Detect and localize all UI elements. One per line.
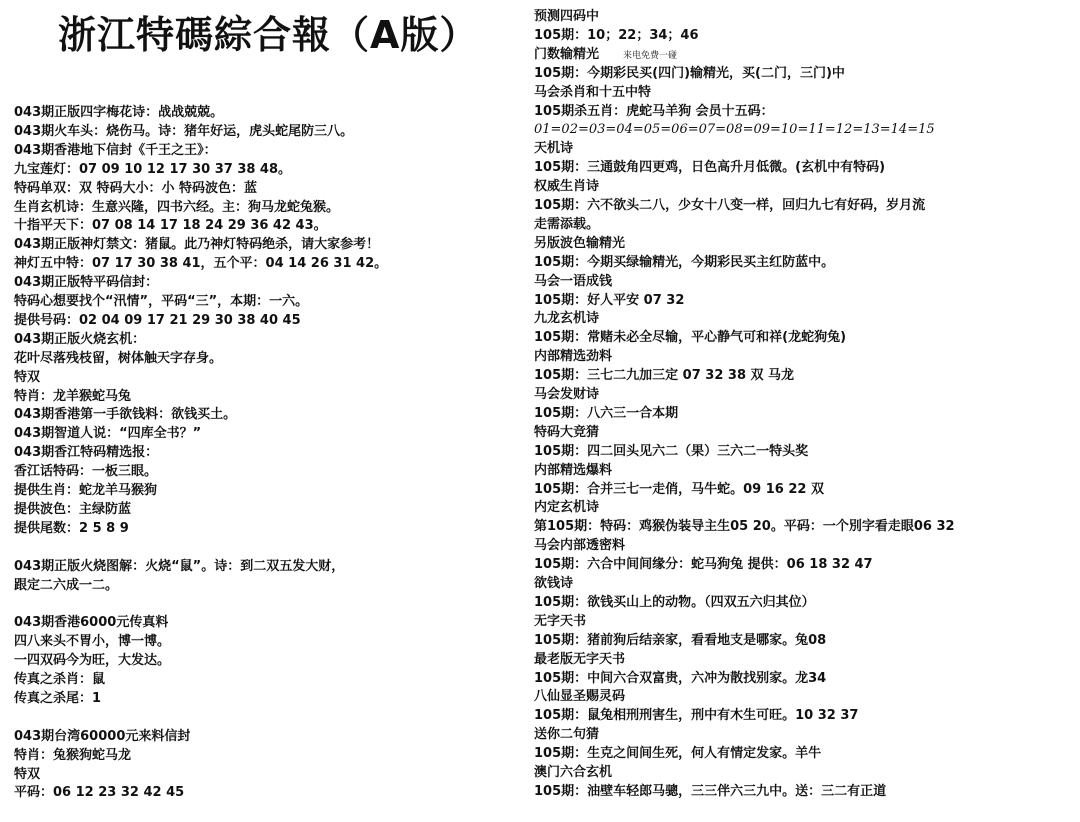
right-line: 105期：六合中间间缘分：蛇马狗兔 提供：06 18 32 47 <box>534 557 873 573</box>
left-line: 香江话特码：一板三眼。 <box>14 464 158 480</box>
right-line: 预测四码中 <box>534 9 600 24</box>
left-line: 花叶尽落残枝留，树体触天字存身。 <box>14 350 223 366</box>
left-line: 提供尾数：2 5 8 9 <box>14 520 129 536</box>
left-line: 提供生肖：蛇龙羊马猴狗 <box>14 483 158 498</box>
left-line: 神灯五中特：07 17 30 38 41，五个平：04 14 26 31 42。 <box>14 256 388 272</box>
right-line: 105期：常赌未必全尽输，平心静气可和祥(龙蛇狗兔) <box>534 330 847 346</box>
left-line: 043期正版火烧玄机： <box>14 331 146 347</box>
right-line: 无字天书 <box>534 613 587 629</box>
right-line: 105期杀五肖：虎蛇马羊狗 会员十五码： <box>534 103 774 119</box>
left-line: 特双 <box>14 766 41 782</box>
right-line: 105期：鼠兔相刑刑害生，刑中有木生可旺。10 32 37 <box>534 708 859 724</box>
left-line: 传真之杀肖：鼠 <box>14 672 106 687</box>
right-line: 105期：油壁车轻郎马骢，三三伴六三九中。送：三二有正道 <box>534 783 887 799</box>
left-line: 043期香江特码精选报： <box>14 445 159 461</box>
left-line: 043期智道人说：“四库全书？” <box>14 426 202 442</box>
left-line: 043期香港地下信封《千王之王》： <box>14 142 217 158</box>
right-line: 105期：三七二九加三定 07 32 38 双 马龙 <box>534 368 795 384</box>
left-line: 跟定二六成一二。 <box>14 577 119 593</box>
left-line: 043期火车头：烧伤马。诗：猪年好运，虎头蛇尾防三八。 <box>14 123 354 139</box>
right-line: 送你二句猜 <box>534 727 600 743</box>
left-line: 四八来头不胃小，博一博。 <box>14 634 171 650</box>
left-line: 043期台湾60000元来料信封 <box>14 728 191 744</box>
right-line: 最老版无字天书 <box>534 651 626 667</box>
right-line: 九龙玄机诗 <box>534 311 600 327</box>
right-line: 105期：好人平安 07 32 <box>534 292 685 308</box>
right-line: 105期：中间六合双富贵，六冲为散找别家。龙34 <box>534 670 827 686</box>
right-line: 105期：10；22；34；46 <box>534 27 699 43</box>
right-line: 澳门六合玄机 <box>534 765 613 780</box>
left-line: 特肖：龙羊猴蛇马兔 <box>14 388 132 404</box>
left-line: 平码：06 12 23 32 42 45 <box>14 785 185 801</box>
page-title: 浙江特碼綜合報（A版） <box>58 13 479 57</box>
left-line: 043期香港第一手欲钱料：欲钱买土。 <box>14 407 237 423</box>
right-line: 天机诗 <box>534 141 574 157</box>
right-line: 特码大竞猜 <box>534 424 600 440</box>
left-line: 九宝莲灯：07 09 10 12 17 30 37 38 48。 <box>14 161 292 177</box>
left-line: 特码单双：双 特码大小：小 特码波色：蓝 <box>14 180 258 196</box>
left-line: 043期正版火烧图解：火烧“鼠”。诗：到二双五发大财， <box>14 558 345 574</box>
right-line: 01=02=03=04=05=06=07=08=09=10=11=12=13=14=15 <box>534 122 935 138</box>
right-line: 105期：今期彩民买(四门)输精光，买(二门，三门)中 <box>534 65 845 81</box>
right-line: 105期：八六三一合本期 <box>534 405 679 421</box>
right-line: 第105期：特码：鸡猴伪装导主生05 20。平码：一个別字看走眼06 32 <box>534 519 955 535</box>
right-line: 105期：六不欲头二八，少女十八变一样，回归九七有好码，岁月流 <box>534 198 926 213</box>
free-call-note: 来电免费一碰 <box>623 50 678 61</box>
left-line: 传真之杀尾：1 <box>14 690 102 706</box>
right-line: 马会杀肖和十五中特 <box>534 84 652 100</box>
right-line: 105期：合并三七一走俏，马牛蛇。09 16 22 双 <box>534 481 824 497</box>
right-line: 马会内部透密料 <box>534 538 626 554</box>
left-line: 043期香港6000元传真料 <box>14 615 169 631</box>
right-line: 105期：欲钱买山上的动物。（四双五六归其位） <box>534 594 815 610</box>
right-line: 另版波色输精光 <box>534 235 626 251</box>
right-line-text: 门数输精光 <box>534 46 600 62</box>
right-line: 105期：生克之间间生死，何人有情定发家。羊牛 <box>534 746 822 762</box>
right-line: 105期：三通鼓角四更鸡，日色高升月低微。(玄机中有特码) <box>534 160 886 176</box>
right-line: 105期：四二回头见六二（果）三六二一特头奖 <box>534 443 809 459</box>
right-line: 权威生肖诗 <box>534 179 600 195</box>
left-line: 043期正版特平码信封： <box>14 275 159 291</box>
left-line: 043期正版四字梅花诗：战战兢兢。 <box>14 105 224 120</box>
right-line: 八仙显圣赐灵码 <box>534 689 626 705</box>
left-line: 提供号码：02 04 09 17 21 29 30 38 40 45 <box>14 312 301 328</box>
right-line: 内部精选爆料 <box>534 462 613 478</box>
right-line: 欲钱诗 <box>534 576 574 591</box>
right-line: 内定玄机诗 <box>534 500 600 516</box>
right-line: 105期：今期买绿输精光，今期彩民买主红防蓝中。 <box>534 254 835 270</box>
right-line: 马会一语成钱 <box>534 273 613 289</box>
left-line: 特肖：兔猴狗蛇马龙 <box>14 747 132 763</box>
left-line: 043期正版神灯禁文：猪鼠。此乃神灯特码绝杀，请大家参考！ <box>14 237 380 253</box>
left-line: 生肖玄机诗：生意兴隆，四书六经。主：狗马龙蛇兔猴。 <box>14 199 340 215</box>
right-line <box>534 46 677 65</box>
right-line: 马会发财诗 <box>534 387 600 402</box>
right-line: 105期：猪前狗后结亲家，看看地支是哪家。兔08 <box>534 632 827 648</box>
left-line: 十指平天下：07 08 14 17 18 24 29 36 42 43。 <box>14 218 327 234</box>
right-line: 内部精选劲料 <box>534 349 613 365</box>
left-line: 特双 <box>14 369 41 385</box>
left-line: 提供波色：主绿防蓝 <box>14 501 132 517</box>
left-line: 特码心想要找个“汛情”，平码“三”，本期：一六。 <box>14 294 309 309</box>
right-line: 走需添载。 <box>534 216 600 232</box>
left-line: 一四双码今为旺，大发达。 <box>14 653 171 669</box>
